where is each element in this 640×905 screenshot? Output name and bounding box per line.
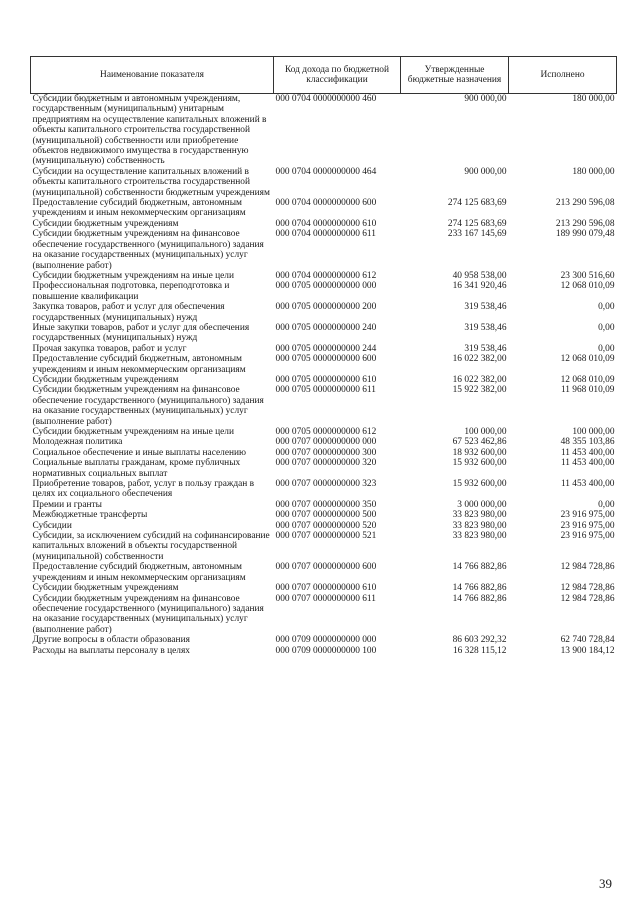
cell-executed: 213 290 596,08 <box>555 198 615 209</box>
cell-name: Субсидии бюджетным учреждениям на финансовое обеспечение государственного (муниципального) задания на оказание государственных (муниципальных) услуг (выполнение работ) <box>32 593 264 635</box>
cell-approved: 18 932 600,00 <box>452 447 507 458</box>
cell-executed: 12 984 728,86 <box>560 593 615 604</box>
cell-code: 000 0707 0000000000 521 <box>275 531 377 542</box>
table-body <box>31 94 617 656</box>
cell-approved: 319 538,46 <box>464 322 507 333</box>
cell-name: Субсидии, за исключением субсидий на софинансирование капитальных вложений в объекты государственной (муниципальной) собственности <box>32 531 270 562</box>
cell-executed: 23 916 975,00 <box>560 531 615 542</box>
cell-executed: 213 290 596,08 <box>555 218 615 229</box>
cell-name: Закупка товаров, работ и услуг для обеспечения государственных (муниципальных) нужд <box>32 302 225 323</box>
cell-code: 000 0704 0000000000 612 <box>275 270 377 281</box>
cell-executed: 189 990 079,48 <box>555 229 615 240</box>
cell-name: Межбюджетные трансферты <box>32 510 148 521</box>
cell-name: Субсидии бюджетным и автономным учреждениям, государственным (муниципальным) унитарным предприятиям на осуществление капитальных вложений в объекты капитального строительства государственной (муниципальной) собственности или приобретение объектов недвижимого имущества в государственную (муниципальную) собственность <box>32 94 267 167</box>
cell-approved: 15 932 600,00 <box>452 458 507 469</box>
cell-approved: 274 125 683,69 <box>447 218 507 229</box>
cell-code: 000 0704 0000000000 464 <box>275 166 377 177</box>
cell-executed: 12 068 010,09 <box>560 374 615 385</box>
cell-name: Приобретение товаров, работ, услуг в пользу граждан в целях их социального обеспечения <box>32 479 255 500</box>
cell-name: Социальные выплаты гражданам, кроме публичных нормативных социальных выплат <box>32 458 241 479</box>
cell-executed: 0,00 <box>598 322 615 333</box>
cell-name: Расходы на выплаты персоналу в целях <box>32 645 190 656</box>
cell-code: 000 0704 0000000000 600 <box>275 198 377 209</box>
cell-code: 000 0707 0000000000 500 <box>275 510 377 521</box>
table-row <box>31 302 617 323</box>
cell-approved: 33 823 980,00 <box>452 510 507 521</box>
cell-approved: 40 958 538,00 <box>452 270 507 281</box>
cell-code: 000 0705 0000000000 600 <box>275 354 377 365</box>
table-row <box>31 271 617 281</box>
cell-code: 000 0707 0000000000 611 <box>275 593 376 604</box>
table-row <box>31 510 617 520</box>
cell-code: 000 0704 0000000000 610 <box>275 218 377 229</box>
page-number: 39 <box>599 876 612 891</box>
cell-executed: 11 453 400,00 <box>560 479 615 490</box>
cell-approved: 16 022 382,00 <box>452 374 507 385</box>
cell-name: Предоставление субсидий бюджетным, автономным учреждениям и иным некоммерческим организациям <box>32 562 246 583</box>
cell-executed: 12 984 728,86 <box>560 583 615 594</box>
cell-approved: 33 823 980,00 <box>452 520 507 531</box>
budget-table <box>30 56 617 656</box>
cell-approved: 233 167 145,69 <box>447 229 507 240</box>
cell-code: 000 0707 0000000000 610 <box>275 583 377 594</box>
cell-approved: 15 922 382,00 <box>452 385 507 396</box>
cell-approved: 900 000,00 <box>464 166 507 177</box>
cell-code: 000 0705 0000000000 611 <box>275 385 376 396</box>
cell-executed: 12 068 010,09 <box>560 354 615 365</box>
table-row <box>31 281 617 302</box>
table-row <box>31 437 617 447</box>
cell-name: Субсидии бюджетным учреждениям <box>32 583 179 594</box>
table-row <box>31 375 617 385</box>
table-row <box>31 427 617 437</box>
cell-code: 000 0707 0000000000 600 <box>275 562 377 573</box>
table-row <box>31 521 617 531</box>
cell-approved: 100 000,00 <box>464 427 507 437</box>
table-row <box>31 562 617 583</box>
cell-name: Другие вопросы в области образования <box>32 635 190 646</box>
table-row <box>31 594 617 636</box>
cell-executed: 180 000,00 <box>572 94 615 104</box>
cell-code: 000 0705 0000000000 612 <box>275 427 377 437</box>
table-row <box>31 531 617 562</box>
cell-name: Молодежная политика <box>32 437 123 448</box>
cell-name: Предоставление субсидий бюджетным, автономным учреждениям и иным некоммерческим организациям <box>32 354 246 375</box>
cell-executed: 180 000,00 <box>572 166 615 177</box>
table-row <box>31 500 617 510</box>
cell-executed: 13 900 184,12 <box>560 645 615 656</box>
cell-code: 000 0704 0000000000 611 <box>275 229 376 240</box>
cell-name: Субсидии бюджетным учреждениям на иные цели <box>32 427 234 437</box>
cell-executed: 48 355 103,86 <box>560 437 615 448</box>
cell-code: 000 0709 0000000000 100 <box>275 645 377 656</box>
table-row <box>31 448 617 458</box>
cell-name: Профессиональная подготовка, переподготовка и повышение квалификации <box>32 281 230 302</box>
table-row <box>31 354 617 375</box>
cell-code: 000 0705 0000000000 244 <box>275 343 377 354</box>
cell-name: Субсидии <box>32 520 72 531</box>
cell-code: 000 0705 0000000000 240 <box>275 322 377 333</box>
table-row <box>31 167 617 198</box>
table-row <box>31 458 617 479</box>
cell-approved: 16 328 115,12 <box>452 645 507 656</box>
cell-approved: 33 823 980,00 <box>452 531 507 542</box>
cell-code: 000 0704 0000000000 460 <box>275 94 377 104</box>
cell-code: 000 0707 0000000000 350 <box>275 499 377 510</box>
cell-executed: 62 740 728,84 <box>560 635 615 646</box>
header-approved: Утвержденные бюджетные назначения <box>401 57 509 94</box>
cell-approved: 86 603 292,32 <box>452 635 507 646</box>
cell-approved: 14 766 882,86 <box>452 562 507 573</box>
cell-approved: 14 766 882,86 <box>452 593 507 604</box>
header-executed: Исполнено <box>509 57 617 94</box>
cell-code: 000 0705 0000000000 000 <box>275 281 377 292</box>
cell-code: 000 0707 0000000000 300 <box>275 447 377 458</box>
table-row <box>31 323 617 344</box>
cell-executed: 0,00 <box>598 499 615 510</box>
cell-name: Иные закупки товаров, работ и услуг для обеспечения государственных (муниципальных) нужд <box>32 322 250 344</box>
cell-executed: 23 916 975,00 <box>560 520 615 531</box>
cell-executed: 12 984 728,86 <box>560 562 615 573</box>
cell-executed: 0,00 <box>598 302 615 313</box>
cell-executed: 23 916 975,00 <box>560 510 615 521</box>
cell-approved: 274 125 683,69 <box>447 198 507 209</box>
cell-executed: 11 453 400,00 <box>560 447 615 458</box>
table-row <box>31 219 617 229</box>
cell-executed: 11 453 400,00 <box>560 458 615 469</box>
cell-executed: 0,00 <box>598 343 615 354</box>
table-row <box>31 94 617 167</box>
cell-approved: 319 538,46 <box>464 302 507 313</box>
cell-code: 000 0709 0000000000 000 <box>275 635 377 646</box>
table-row <box>31 479 617 500</box>
cell-approved: 319 538,46 <box>464 343 507 354</box>
cell-approved: 67 523 462,86 <box>452 437 507 448</box>
table-row <box>31 385 617 427</box>
table-row <box>31 229 617 271</box>
cell-code: 000 0705 0000000000 200 <box>275 302 377 313</box>
cell-name: Субсидии бюджетным учреждениям на иные цели <box>32 270 234 281</box>
cell-code: 000 0707 0000000000 320 <box>275 458 377 469</box>
cell-approved: 3 000 000,00 <box>457 499 507 510</box>
cell-approved: 14 766 882,86 <box>452 583 507 594</box>
cell-name: Субсидии бюджетным учреждениям на финансовое обеспечение государственного (муниципального) задания на оказание государственных (муниципальных) услуг (выполнение работ) <box>32 385 264 427</box>
cell-name: Субсидии на осуществление капитальных вложений в объекты капитального строительства государственной (муниципальной) собственности бюджетным учреждениям <box>32 166 270 198</box>
table-row <box>31 635 617 645</box>
cell-approved: 900 000,00 <box>464 94 507 104</box>
table-row <box>31 583 617 593</box>
cell-executed: 23 300 516,60 <box>560 270 615 281</box>
header-income-code: Код дохода по бюджетной классификации <box>274 57 401 94</box>
table-row <box>31 646 617 656</box>
cell-name: Прочая закупка товаров, работ и услуг <box>32 343 187 354</box>
cell-code: 000 0705 0000000000 610 <box>275 374 377 385</box>
table-row <box>31 198 617 219</box>
cell-code: 000 0707 0000000000 000 <box>275 437 377 448</box>
table-header-row <box>31 57 617 94</box>
cell-executed: 12 068 010,09 <box>560 281 615 292</box>
table-row <box>31 344 617 354</box>
cell-executed: 100 000,00 <box>572 427 615 437</box>
cell-executed: 11 968 010,09 <box>560 385 615 396</box>
cell-name: Субсидии бюджетным учреждениям <box>32 374 179 385</box>
header-indicator-name: Наименование показателя <box>31 57 274 94</box>
cell-approved: 16 022 382,00 <box>452 354 507 365</box>
cell-name: Субсидии бюджетным учреждениям на финансовое обеспечение государственного (муниципального) задания на оказание государственных (муниципальных) услуг (выполнение работ) <box>32 229 264 271</box>
cell-name: Субсидии бюджетным учреждениям <box>32 218 179 229</box>
cell-code: 000 0707 0000000000 323 <box>275 479 377 490</box>
cell-approved: 15 932 600,00 <box>452 479 507 490</box>
cell-code: 000 0707 0000000000 520 <box>275 520 377 531</box>
cell-name: Социальное обеспечение и иные выплаты населению <box>32 447 247 458</box>
cell-name: Премии и гранты <box>32 499 102 510</box>
cell-approved: 16 341 920,46 <box>452 281 507 292</box>
cell-name: Предоставление субсидий бюджетным, автономным учреждениям и иным некоммерческим организациям <box>32 198 246 219</box>
